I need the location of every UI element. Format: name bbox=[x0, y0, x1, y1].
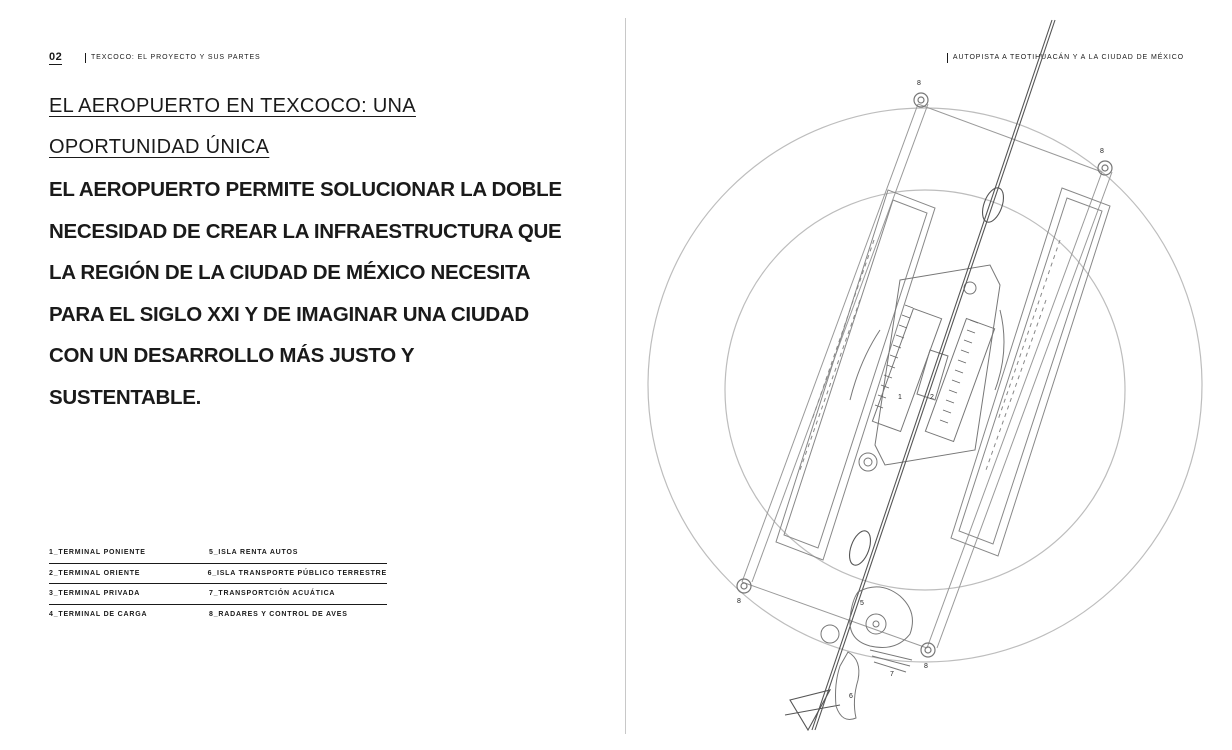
runway-centerline bbox=[998, 240, 1060, 420]
public-transport-island bbox=[836, 652, 859, 720]
car-rental-island bbox=[850, 587, 913, 648]
perimeter-road bbox=[927, 172, 1102, 648]
radar-right bbox=[1098, 161, 1112, 175]
plan-label: 6 bbox=[849, 693, 853, 700]
legend-item: 1_TERMINAL PONIENTE bbox=[49, 549, 146, 557]
plan-label: 1 bbox=[898, 394, 902, 401]
plan-label: 2 bbox=[930, 394, 934, 401]
interchange-south bbox=[845, 528, 874, 568]
cargo-terminal bbox=[859, 453, 877, 471]
radar-left bbox=[737, 579, 751, 593]
highway-teotihuacan bbox=[812, 20, 1052, 730]
legend-item: 5_ISLA RENTA AUTOS bbox=[209, 549, 299, 557]
inner-ring bbox=[725, 190, 1125, 590]
plan-label: 8 bbox=[924, 663, 928, 670]
roundabout bbox=[821, 625, 839, 643]
plan-label: 8 bbox=[917, 80, 921, 87]
terminal-west bbox=[872, 308, 941, 431]
west-airfield bbox=[776, 190, 935, 560]
running-head-right: AUTOPISTA A TEOTIHUACÁN Y A LA CIUDAD DE MÉXICO bbox=[947, 53, 1184, 63]
apron-road bbox=[850, 330, 880, 400]
section-title: EL AEROPUERTO EN TEXCOCO: UNA OPORTUNIDAD ÚNICA bbox=[49, 95, 416, 158]
outer-ring bbox=[648, 108, 1202, 662]
terminal-east bbox=[925, 318, 994, 441]
legend-item: 8_RADARES Y CONTROL DE AVES bbox=[209, 610, 348, 618]
page-number: 02 bbox=[49, 51, 63, 63]
plan-label: 7 bbox=[890, 671, 894, 678]
plan-label: 8 bbox=[1100, 148, 1104, 155]
running-head-left: TEXCOCO: EL PROYECTO Y SUS PARTES bbox=[85, 53, 261, 63]
legend-item: 6_ISLA TRANSPORTE PÚBLICO TERRESTRE bbox=[207, 569, 387, 577]
legend-item: 4_TERMINAL DE CARGA bbox=[49, 610, 148, 618]
perimeter-road bbox=[937, 172, 1112, 648]
legend-item: 3_TERMINAL PRIVADA bbox=[49, 590, 141, 598]
perimeter-road bbox=[918, 104, 1102, 172]
intro-statement: EL AEROPUERTO PERMITE SOLUCIONAR LA DOBLE NECESIDAD DE CREAR LA INFRAESTRUCTURA QUE LA REGIÓN DE LA CIUDAD DE MÉXICO NECESITA PARA EL SIGLO XXI Y DE IMAGINAR UNA CIUDAD CON UN DESARROLLO MÁS JUSTO Y SUSTENTABLE. bbox=[49, 178, 562, 409]
perimeter-road bbox=[752, 104, 928, 582]
plan-label: 8 bbox=[737, 598, 741, 605]
legend-item: 7_TRANSPORTCIÓN ACUÁTICA bbox=[209, 590, 336, 598]
legend-item: 2_TERMINAL ORIENTE bbox=[49, 569, 141, 577]
plan-label: 5 bbox=[860, 600, 864, 607]
